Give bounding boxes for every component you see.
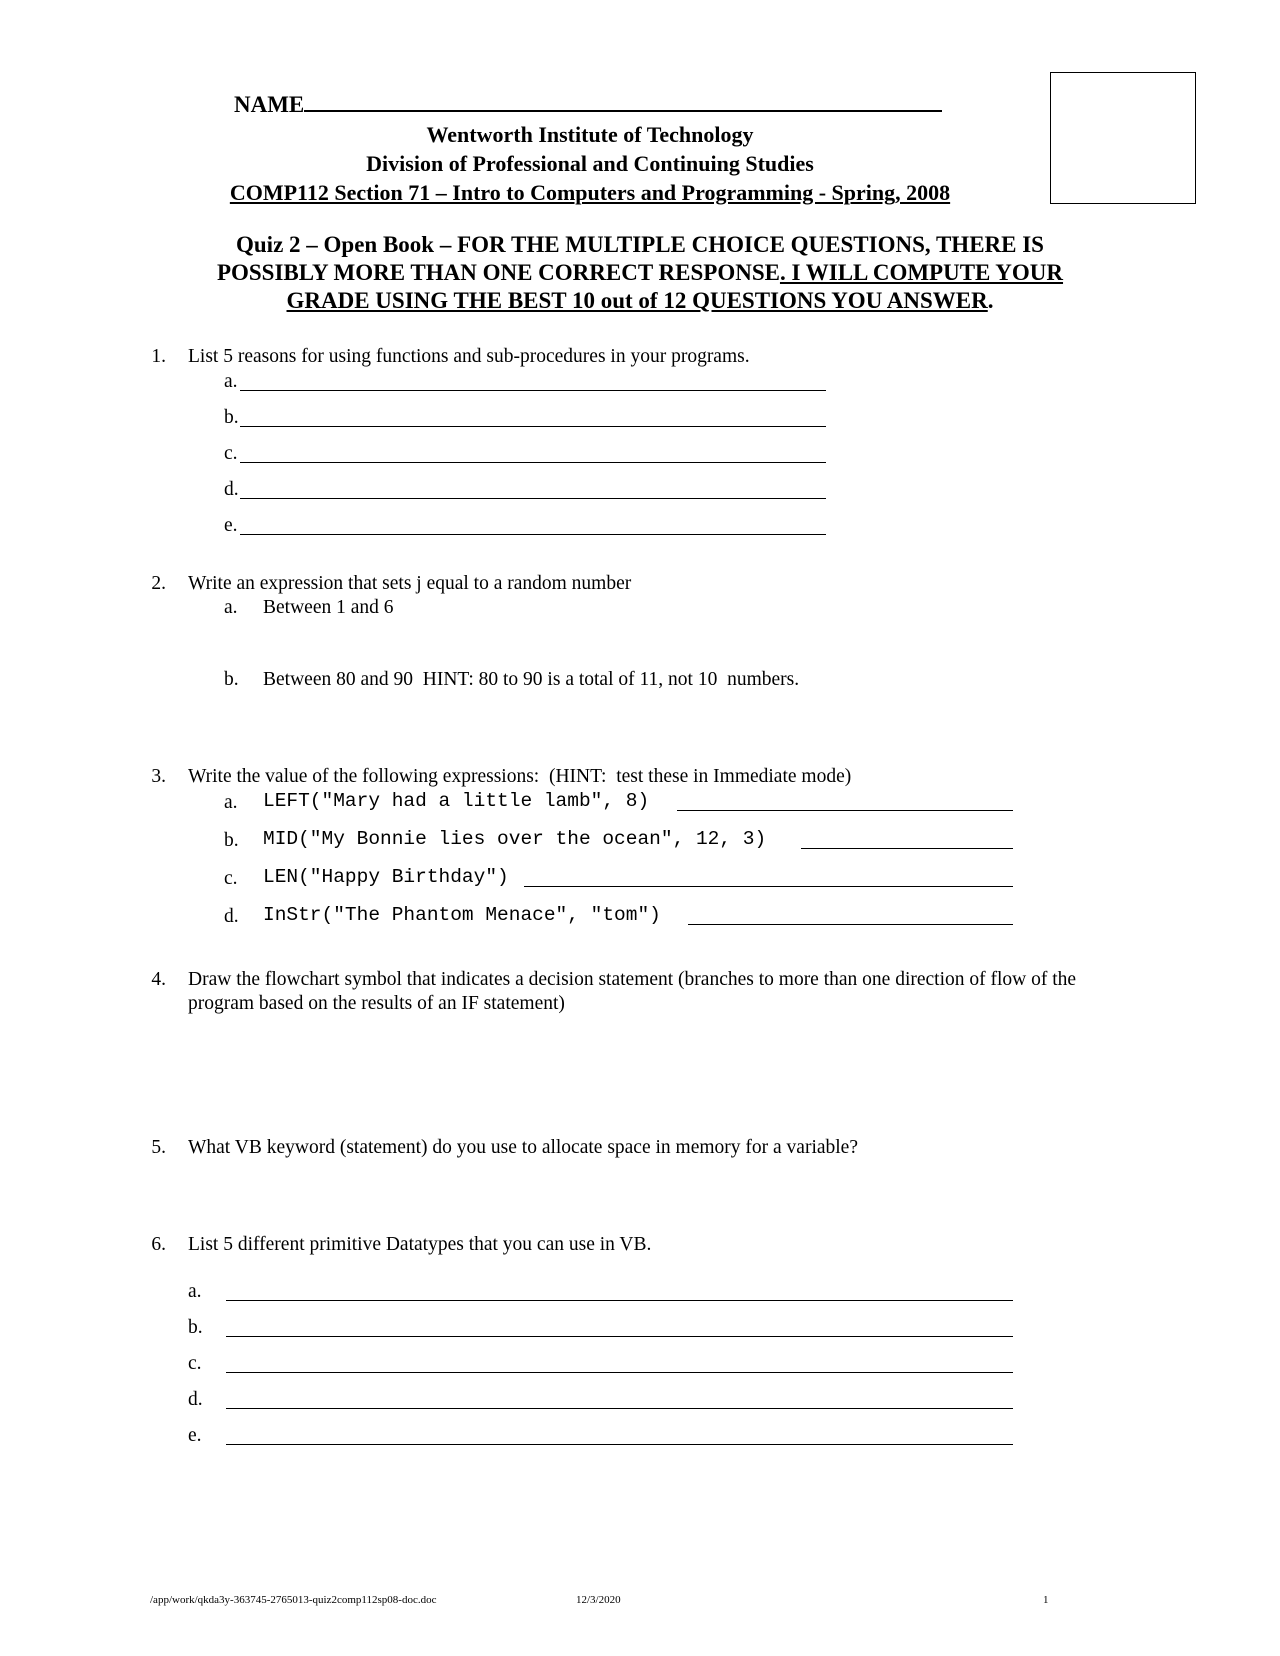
item-letter: d. bbox=[224, 906, 239, 927]
answer-letter: b. bbox=[188, 1317, 203, 1338]
answer-line[interactable] bbox=[240, 426, 826, 427]
name-label: NAME bbox=[234, 92, 305, 117]
answer-line[interactable] bbox=[240, 462, 826, 463]
answer-letter: a. bbox=[224, 371, 238, 392]
item-letter: c. bbox=[224, 868, 238, 889]
answer-letter: d. bbox=[224, 479, 239, 500]
answer-line[interactable] bbox=[226, 1372, 1013, 1373]
footer-file-path: /app/work/qkda3y-363745-2765013-quiz2comp112sp08-doc.doc bbox=[150, 1594, 437, 1606]
name-field[interactable] bbox=[234, 92, 942, 118]
item-code: LEFT("Mary had a little lamb", 8) bbox=[263, 790, 650, 812]
item-letter: b. bbox=[224, 669, 239, 690]
question-1 bbox=[0, 345, 1280, 545]
instructions-line-3-end: . bbox=[987, 288, 994, 313]
footer-date: 12/3/2020 bbox=[576, 1594, 621, 1606]
division-title: Division of Professional and Continuing Studies bbox=[366, 151, 814, 176]
item-letter: a. bbox=[224, 792, 238, 813]
question-number: 3. bbox=[151, 766, 166, 787]
instructions-line-2 bbox=[150, 259, 1130, 287]
question-number: 4. bbox=[151, 969, 166, 990]
instructions-line-2-underlined: . I WILL COMPUTE YOUR bbox=[779, 260, 1064, 285]
answer-line[interactable] bbox=[801, 848, 1013, 849]
name-underline[interactable] bbox=[304, 110, 942, 112]
question-6 bbox=[0, 1233, 1280, 1453]
answer-letter: d. bbox=[188, 1389, 203, 1410]
answer-line[interactable] bbox=[240, 498, 826, 499]
instructions-line-2-plain: POSSIBLY MORE THAN ONE CORRECT RESPONSE bbox=[216, 260, 780, 285]
question-2 bbox=[0, 572, 1280, 692]
question-text-line-1: Draw the flowchart symbol that indicates a decision statement (branches to more than one direction of flow of the bbox=[188, 969, 1077, 990]
instructions-line-3-underlined: GRADE USING THE BEST 10 out of 12 QUESTIONS YOU ANSWER bbox=[286, 288, 988, 313]
item-letter: a. bbox=[224, 597, 238, 618]
item-letter: b. bbox=[224, 830, 239, 851]
question-text: List 5 different primitive Datatypes that you can use in VB. bbox=[188, 1234, 652, 1255]
answer-line[interactable] bbox=[226, 1336, 1013, 1337]
instructions-line-1: Quiz 2 – Open Book – FOR THE MULTIPLE CHOICE QUESTIONS, THERE IS bbox=[236, 232, 1044, 257]
answer-letter: c. bbox=[224, 443, 238, 464]
question-number: 1. bbox=[151, 346, 166, 367]
item-code: InStr("The Phantom Menace", "tom") bbox=[263, 904, 661, 926]
answer-letter: e. bbox=[224, 515, 238, 536]
answer-line[interactable] bbox=[240, 534, 826, 535]
answer-letter: b. bbox=[224, 407, 239, 428]
answer-letter: e. bbox=[188, 1425, 202, 1446]
answer-line[interactable] bbox=[688, 924, 1013, 925]
question-3 bbox=[0, 765, 1280, 935]
item-text: Between 1 and 6 bbox=[263, 597, 394, 618]
footer-page-number: 1 bbox=[1043, 1594, 1049, 1606]
question-text: What VB keyword (statement) do you use to allocate space in memory for a variable? bbox=[188, 1137, 858, 1158]
answer-line[interactable] bbox=[226, 1408, 1013, 1409]
question-number: 2. bbox=[151, 573, 166, 594]
institution-title: Wentworth Institute of Technology bbox=[426, 122, 754, 147]
item-code: LEN("Happy Birthday") bbox=[263, 866, 509, 888]
question-text-line-2: program based on the results of an IF statement) bbox=[188, 993, 565, 1014]
course-text: COMP112 Section 71 – Intro to Computers and Programming - Spring, 2008 bbox=[229, 180, 951, 205]
answer-line[interactable] bbox=[677, 810, 1013, 811]
item-code: MID("My Bonnie lies over the ocean", 12, 3) bbox=[263, 828, 767, 850]
question-4 bbox=[0, 968, 1280, 1028]
answer-line[interactable] bbox=[226, 1300, 1013, 1301]
answer-line[interactable] bbox=[240, 390, 826, 391]
question-text: Write the value of the following expressions: (HINT: test these in Immediate mode) bbox=[188, 766, 852, 787]
instructions-line-3 bbox=[150, 287, 1130, 315]
question-text: List 5 reasons for using functions and sub-procedures in your programs. bbox=[188, 346, 750, 367]
item-text: Between 80 and 90 HINT: 80 to 90 is a total of 11, not 10 numbers. bbox=[263, 669, 800, 690]
question-number: 5. bbox=[151, 1137, 166, 1158]
quiz-instructions bbox=[150, 231, 1130, 315]
answer-letter: a. bbox=[188, 1281, 202, 1302]
answer-line[interactable] bbox=[226, 1444, 1013, 1445]
question-5 bbox=[0, 1136, 1280, 1166]
question-number: 6. bbox=[151, 1234, 166, 1255]
question-text: Write an expression that sets j equal to a random number bbox=[188, 573, 632, 594]
answer-letter: c. bbox=[188, 1353, 202, 1374]
answer-line[interactable] bbox=[524, 886, 1013, 887]
course-title bbox=[0, 178, 1180, 207]
